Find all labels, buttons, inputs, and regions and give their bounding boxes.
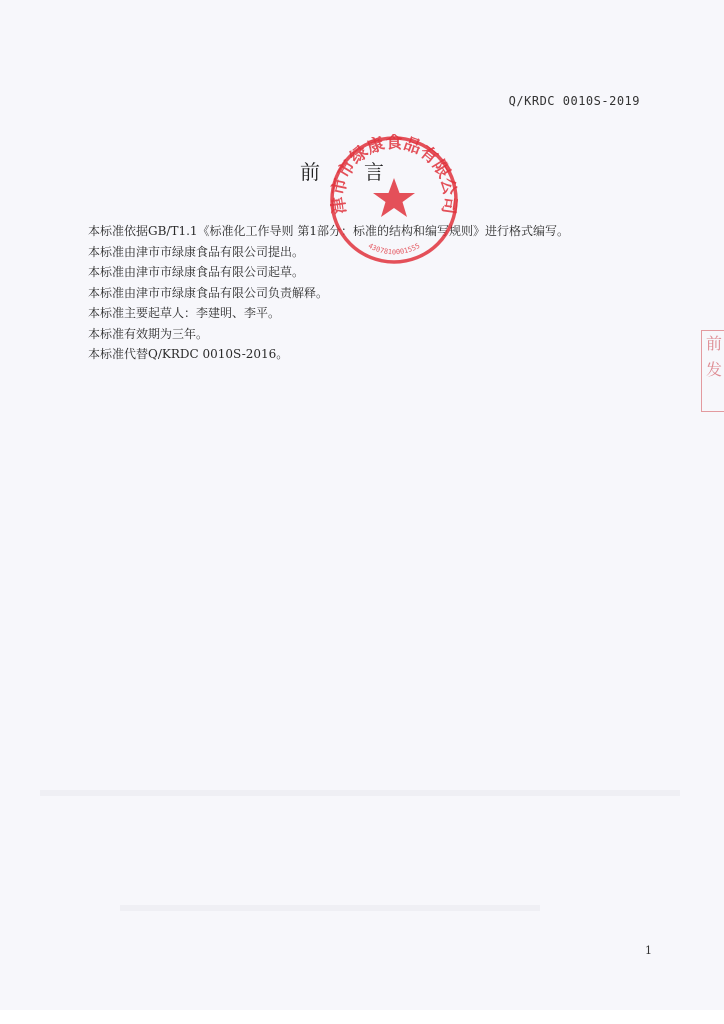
scan-smudge xyxy=(40,790,680,796)
company-seal xyxy=(328,134,460,266)
side-stamp-mark xyxy=(701,330,724,412)
side-mark-char: 发 xyxy=(706,360,723,379)
title-char-left: 前 xyxy=(300,160,320,184)
seal-number: 4307810001555 xyxy=(366,241,422,257)
scan-smudge xyxy=(120,905,540,911)
content-line: 本标准由津市市绿康食品有限公司负责解释。 xyxy=(88,285,329,300)
content-line: 本标准依据GB/T1.1《标准化工作导则 第1部分：标准的结构和编写规则》进行格式编写。 xyxy=(88,224,569,238)
side-mark-char: 前 xyxy=(706,334,723,353)
star-icon xyxy=(373,178,415,217)
page-number: 1 xyxy=(645,944,652,957)
content-line: 本标准代替Q/KRDC 0010S-2016。 xyxy=(88,347,289,361)
content-line: 本标准主要起草人：李建明、李平。 xyxy=(88,306,281,320)
content-line: 本标准由津市市绿康食品有限公司提出。 xyxy=(88,244,305,259)
document-code: Q/KRDC 0010S-2019 xyxy=(508,94,640,108)
page-bottom-edge xyxy=(0,1010,724,1024)
content-line: 本标准有效期为三年。 xyxy=(88,326,209,341)
seal-text: 津市市绿康食品有限公司 xyxy=(328,134,460,216)
title-char-right: 言 xyxy=(364,160,384,184)
content-line: 本标准由津市市绿康食品有限公司起草。 xyxy=(88,265,305,279)
